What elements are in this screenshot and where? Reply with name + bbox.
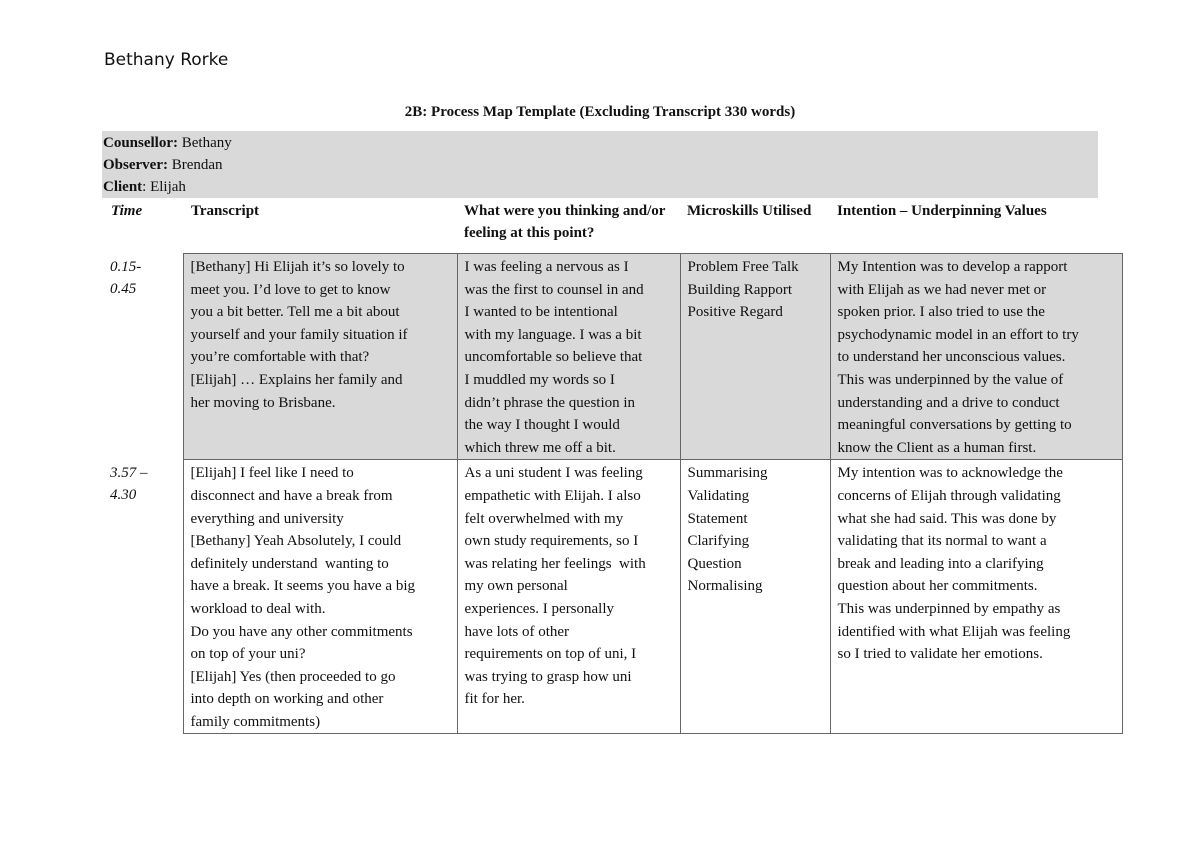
header-microskills: Microskills Utilised — [687, 203, 812, 219]
text-line: I was feeling a nervous as I — [464, 259, 629, 275]
microskills-cell — [680, 460, 830, 734]
client-value: : Elijah — [142, 179, 186, 195]
text-line: question about her commitments. — [837, 578, 1038, 595]
text-line: spoken prior. I also tried to use the — [837, 304, 1045, 321]
text-line: her moving to Brisbane. — [190, 394, 336, 411]
text-line: everything and university — [190, 510, 344, 527]
counsellor-label: Counsellor: — [103, 135, 178, 151]
text-line: experiences. I personally — [464, 600, 615, 617]
text-line: my own personal — [464, 578, 568, 595]
intention-cell — [830, 460, 1122, 734]
text-line: what she had said. This was done by — [837, 510, 1057, 527]
text-line: the way I thought I would — [464, 417, 620, 434]
intention-cell — [830, 254, 1122, 460]
client-line — [103, 176, 1098, 198]
text-line: validating that its normal to want a — [837, 533, 1047, 550]
text-line: know the Client as a human first. — [837, 439, 1037, 456]
text-line: you’re comfortable with that? — [190, 349, 370, 366]
process-map-table — [104, 253, 1123, 734]
text-line: 4.30 — [110, 487, 137, 504]
counsellor-line — [103, 132, 1098, 154]
text-line: understanding and a drive to conduct — [837, 394, 1060, 411]
text-line: was relating her feelings with — [464, 555, 646, 572]
text-line: Do you have any other commitments — [190, 623, 413, 640]
text-line: I wanted to be intentional — [464, 304, 618, 321]
time-cell — [104, 460, 183, 734]
text-line: Positive Regard — [687, 304, 783, 321]
text-line: Summarising — [687, 465, 768, 482]
text-line: identified with what Elijah was feeling — [837, 623, 1071, 640]
text-line: felt overwhelmed with my — [464, 510, 624, 527]
time-cell — [104, 254, 183, 460]
text-line: own study requirements, so I — [464, 533, 639, 550]
header-time: Time — [111, 203, 143, 219]
thinking-cell — [457, 460, 680, 734]
text-line: break and leading into a clarifying — [837, 555, 1044, 572]
text-line: This was underpinned by empathy as — [837, 600, 1061, 617]
text-line: didn’t phrase the question in — [464, 394, 636, 411]
text-line: concerns of Elijah through validating — [837, 487, 1061, 504]
header-intention: Intention – Underpinning Values — [837, 203, 1047, 219]
text-line: uncomfortable so believe that — [464, 349, 643, 366]
text-line: so I tried to validate her emotions. — [837, 646, 1043, 663]
header-transcript: Transcript — [191, 203, 260, 219]
client-label: Client — [103, 179, 143, 195]
text-line: Question — [687, 555, 742, 572]
document-title: 2B: Process Map Template (Excluding Transcript 330 words) — [404, 104, 796, 120]
text-line: 0.45 — [110, 281, 137, 298]
text-line: My Intention was to develop a rapport — [837, 259, 1068, 275]
text-line: have lots of other — [464, 623, 570, 640]
text-line: definitely understand wanting to — [190, 555, 389, 572]
text-line: My intention was to acknowledge the — [837, 465, 1063, 482]
text-line: meet you. I’d love to get to know — [190, 281, 391, 298]
text-line: [Bethany] Yeah Absolutely, I could — [190, 533, 402, 550]
text-line: [Elijah] Yes (then proceeded to go — [190, 668, 396, 685]
text-line: have a break. It seems you have a big — [190, 578, 415, 595]
text-line: yourself and your family situation if — [190, 326, 408, 343]
table-row — [104, 460, 1122, 734]
text-line: 0.15- — [110, 258, 142, 275]
text-line: Building Rapport — [687, 281, 793, 298]
microskills-cell — [680, 254, 830, 460]
text-line: with Elijah as we had never met or — [837, 281, 1047, 298]
counsellor-value: Bethany — [178, 135, 232, 151]
thinking-cell — [457, 254, 680, 460]
text-line: [Elijah] I feel like I need to — [190, 465, 354, 482]
text-line: to understand her unconscious values. — [837, 349, 1066, 366]
observer-label: Observer: — [103, 157, 168, 173]
text-line: Normalising — [687, 578, 763, 595]
transcript-cell — [183, 254, 457, 460]
text-line: Clarifying — [687, 533, 750, 550]
observer-value: Brendan — [167, 157, 223, 173]
text-line: requirements on top of uni, I — [464, 646, 637, 663]
text-line: disconnect and have a break from — [190, 487, 393, 504]
text-line: into depth on working and other — [190, 691, 384, 708]
text-line: on top of your uni? — [190, 646, 306, 663]
text-line: I muddled my words so I — [464, 371, 615, 388]
text-line: you a bit better. Tell me a bit about — [190, 304, 400, 321]
text-line: meaningful conversations by getting to — [837, 417, 1072, 434]
text-line: [Bethany] Hi Elijah it’s so lovely to — [190, 259, 405, 275]
author-name: Bethany Rorke — [104, 50, 229, 70]
text-line: family commitments) — [190, 713, 321, 730]
transcript-cell — [183, 460, 457, 734]
text-line: 3.57 – — [110, 464, 148, 481]
text-line: which threw me off a bit. — [464, 439, 616, 456]
observer-line — [103, 154, 1098, 176]
text-line: Statement — [687, 510, 748, 527]
text-line: psychodynamic model in an effort to try — [837, 326, 1079, 343]
text-line: This was underpinned by the value of — [837, 371, 1064, 388]
text-line: was the first to counsel in and — [464, 281, 644, 298]
text-line: [Elijah] … Explains her family and — [190, 371, 403, 388]
text-line: Problem Free Talk — [687, 259, 799, 275]
header-thinking: What were you thinking and/or feeling at this point? — [464, 203, 666, 241]
text-line: workload to deal with. — [190, 600, 326, 617]
text-line: empathetic with Elijah. I also — [464, 487, 641, 504]
text-line: As a uni student I was feeling — [464, 465, 643, 482]
text-line: was trying to grasp how uni — [464, 668, 632, 685]
text-line: fit for her. — [464, 691, 525, 708]
session-info-block — [102, 131, 1098, 198]
table-row — [104, 254, 1122, 460]
text-line: with my language. I was a bit — [464, 326, 642, 343]
text-line: Validating — [687, 487, 750, 504]
